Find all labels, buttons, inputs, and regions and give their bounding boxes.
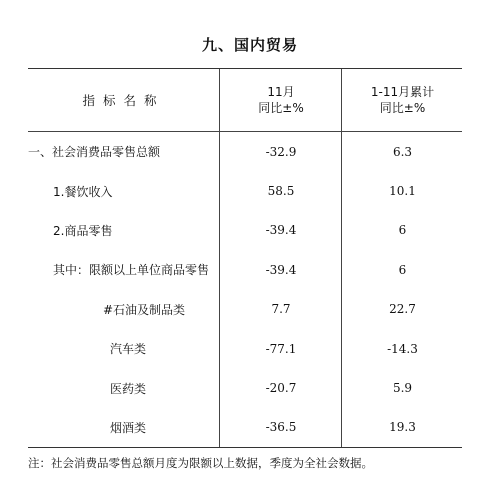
row-cumulative-value: 6.3 (341, 132, 463, 171)
table-row (28, 408, 462, 447)
row-cumulative-value: 19.3 (341, 408, 463, 447)
row-name: 烟酒类 (110, 420, 147, 435)
header-cumulative-unit: 同比±% (379, 101, 426, 115)
row-november-value: -77.1 (219, 329, 342, 368)
row-cumulative-value: -14.3 (341, 329, 463, 368)
row-november-value: -32.9 (219, 132, 342, 171)
row-cumulative-value: 6 (341, 211, 463, 250)
row-cumulative-value: 22.7 (341, 290, 463, 329)
page-title: 九、国内贸易 (201, 36, 298, 54)
row-november-value: 58.5 (219, 171, 342, 210)
row-november-value: -39.4 (219, 211, 342, 250)
row-november-value: -39.4 (219, 250, 342, 289)
row-november-value: 7.7 (219, 290, 342, 329)
row-name: #石油及制品类 (103, 302, 186, 317)
header-november (219, 69, 342, 131)
row-november-value: -20.7 (219, 368, 342, 407)
row-name: 汽车类 (110, 342, 147, 357)
header-november-unit: 同比±% (258, 101, 304, 115)
table-row (28, 329, 462, 368)
header-cumulative-label: 1-11月累计 (370, 85, 435, 99)
header-cumulative (341, 69, 463, 131)
table-row (28, 290, 462, 329)
footnote: 注：社会消费品零售总额月度为限额以上数据，季度为全社会数据。 (28, 456, 373, 470)
table-row (28, 171, 462, 210)
table-header (28, 69, 462, 132)
row-name: 2.商品零售 (53, 223, 113, 238)
table-row (28, 211, 462, 250)
header-november-label: 11月 (267, 85, 295, 99)
row-name: 医药类 (110, 381, 147, 396)
row-november-value: -36.5 (219, 408, 342, 447)
trade-table (28, 68, 462, 448)
table-row (28, 250, 462, 289)
table-row (28, 368, 462, 407)
row-cumulative-value: 5.9 (341, 368, 463, 407)
row-cumulative-value: 10.1 (341, 171, 463, 210)
header-indicator-name: 指标名称 (82, 93, 165, 108)
row-name: 1.餐饮收入 (53, 184, 113, 199)
row-name: 其中：限额以上单位商品零售 (53, 263, 210, 278)
table-row (28, 132, 462, 171)
row-name: 一、社会消费品零售总额 (28, 145, 161, 160)
row-cumulative-value: 6 (341, 250, 463, 289)
